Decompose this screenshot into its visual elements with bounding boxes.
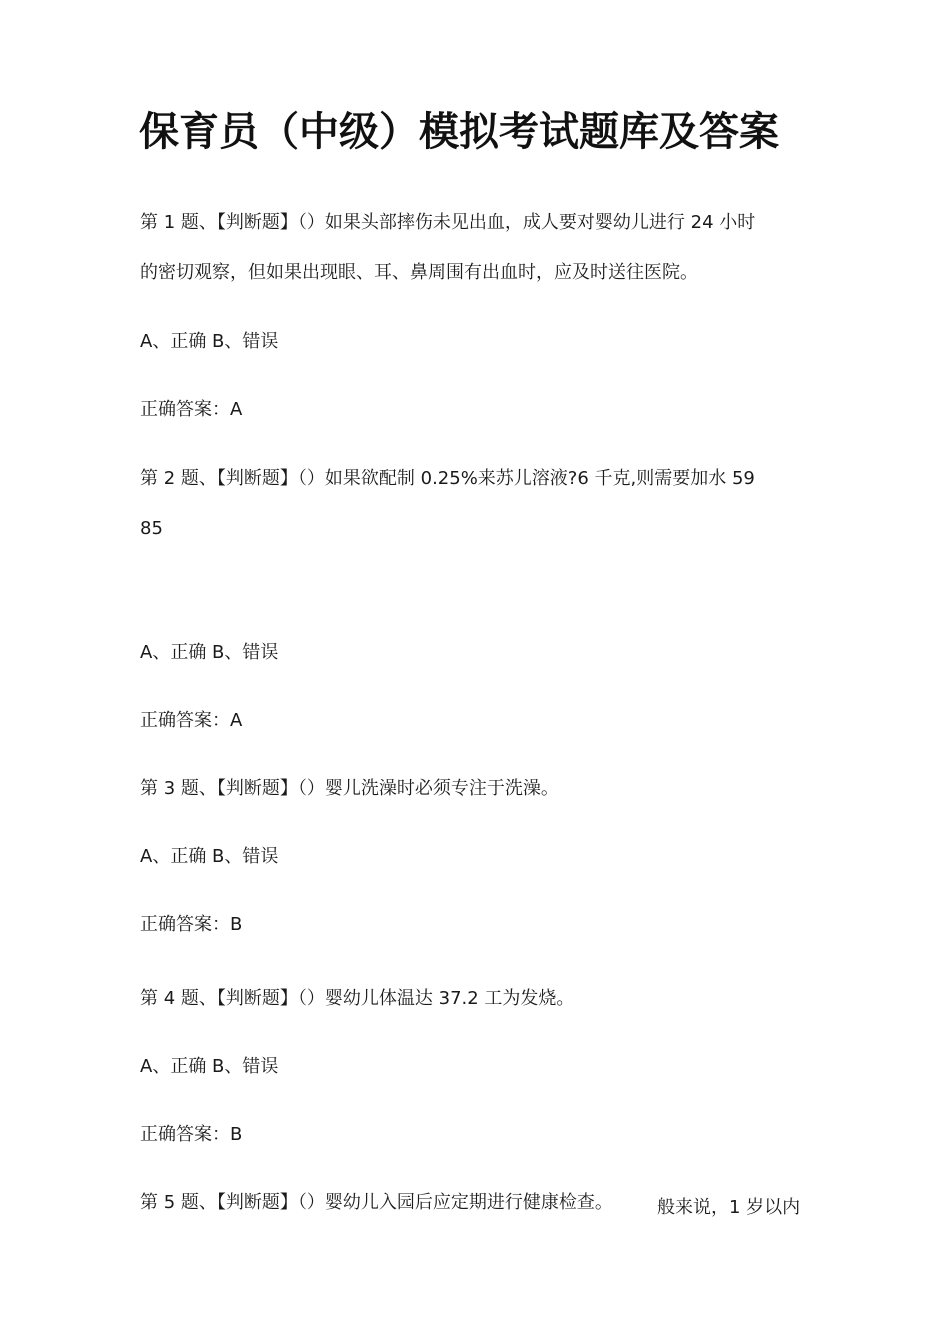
question-5-side-note: 般来说，1 岁以内 (657, 1197, 801, 1218)
question-4-options: A、正确 B、错误 (140, 1056, 279, 1077)
question-1-stem-line-2: 的密切观察，但如果出现眼、耳、鼻周围有出血时，应及时送往医院。 (140, 262, 698, 283)
question-4-stem: 第 4 题、【判断题】（）婴幼儿体温达 37.2 工为发烧。 (140, 988, 575, 1009)
question-2-stem-line-2: 85 (140, 518, 163, 539)
question-4-answer: 正确答案：B (140, 1124, 243, 1145)
document-title: 保育员（中级）模拟考试题库及答案 (139, 109, 779, 155)
question-2-answer: 正确答案：A (140, 710, 243, 731)
question-1-options: A、正确 B、错误 (140, 331, 279, 352)
question-2-options: A、正确 B、错误 (140, 642, 279, 663)
question-1-stem-line-1: 第 1 题、【判断题】（）如果头部摔伤未见出血，成人要对婴幼儿进行 24 小时 (140, 212, 756, 233)
question-2-stem-line-1: 第 2 题、【判断题】（）如果欲配制 0.25%来苏儿溶液?6 千克,则需要加水 59 (140, 468, 755, 489)
question-3-answer: 正确答案：B (140, 914, 243, 935)
question-3-stem: 第 3 题、【判断题】（）婴儿洗澡时必须专注于洗澡。 (140, 778, 559, 799)
question-3-options: A、正确 B、错误 (140, 846, 279, 867)
question-1-answer: 正确答案：A (140, 399, 243, 420)
question-5-stem: 第 5 题、【判断题】（）婴幼儿入园后应定期进行健康检查。 (140, 1192, 613, 1213)
